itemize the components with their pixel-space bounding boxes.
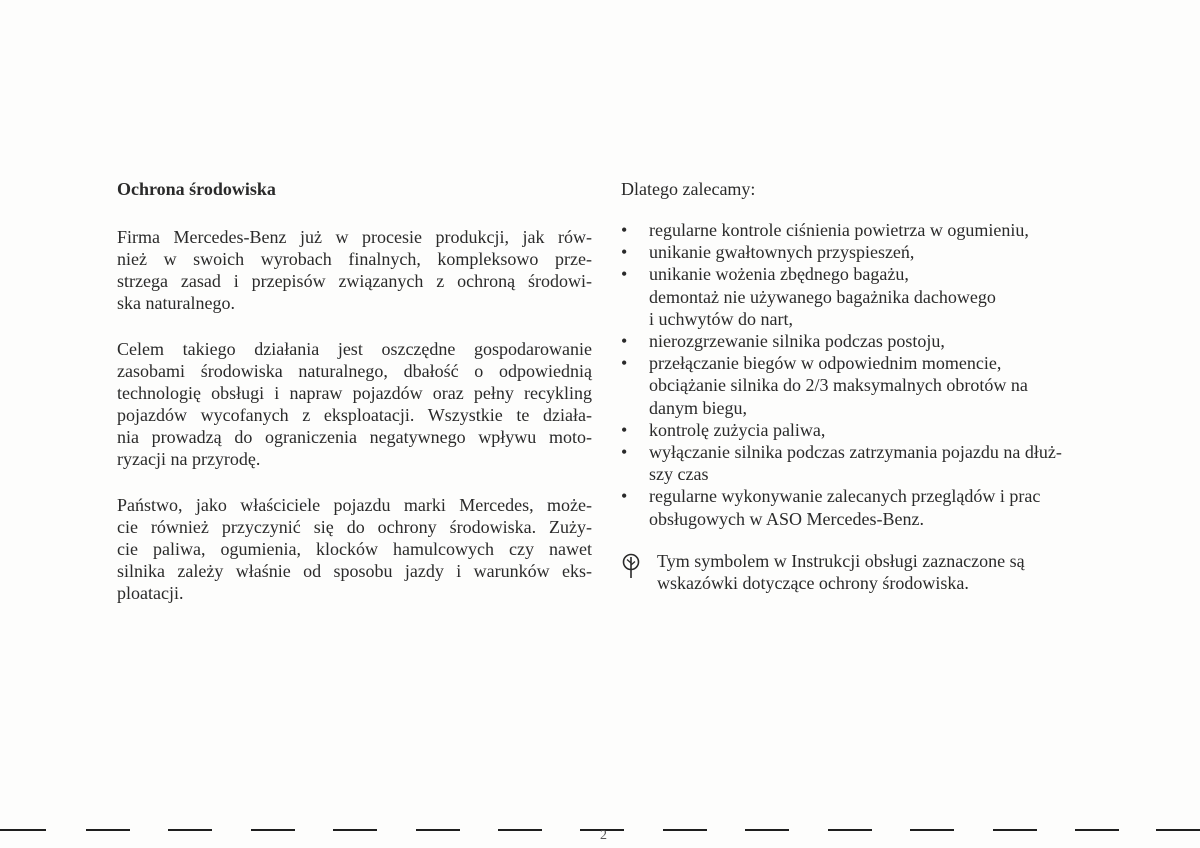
text-line: nia prowadzą do ograniczenia negatywnego wpływu moto- — [117, 427, 592, 447]
rule-segment — [1075, 829, 1119, 831]
text-line: ska naturalnego. — [117, 293, 235, 313]
rule-segment — [498, 829, 542, 831]
bullet-icon: • — [621, 220, 628, 240]
left-column — [117, 178, 592, 628]
text-line: wyłączanie silnika podczas zatrzymania pojazdu na dłuż- — [649, 442, 1062, 463]
rule-segment — [86, 829, 130, 831]
text-line: Celem takiego działania jest oszczędne gospodarowanie — [117, 339, 592, 359]
text-line: ryzacji na przyrodę. — [117, 449, 261, 469]
rule-segment — [416, 829, 460, 831]
text-line: cie również przyczynić się do ochrony środowiska. Zuży- — [117, 517, 592, 537]
bullet-icon: • — [621, 419, 628, 440]
text-line: obsługowych w ASO Mercedes-Benz. — [649, 508, 924, 529]
paragraph-owners — [117, 494, 592, 604]
text-line: nierozgrzewanie silnika podczas postoju, — [649, 331, 945, 352]
text-line: Państwo, jako właściciele pojazdu marki Mercedes, może- — [117, 495, 592, 515]
rule-segment — [910, 829, 954, 831]
text-line: regularne wykonywanie zalecanych przeglądów i prac — [649, 486, 1041, 507]
bullet-icon: • — [621, 331, 628, 352]
rule-segment — [663, 829, 707, 831]
bullet-icon: • — [621, 353, 628, 374]
environment-tree-icon — [621, 553, 641, 579]
recommendations-list — [621, 219, 1101, 530]
environment-note — [621, 550, 1101, 594]
text-line: wskazówki dotyczące ochrony środowiska. — [657, 572, 969, 593]
list-item — [621, 263, 1101, 330]
text-line: zasobami środowiska naturalnego, dbałość o odpowiednią — [117, 361, 592, 381]
bullet-icon: • — [621, 442, 628, 463]
text-line: przełączanie biegów w odpowiednim momencie, — [649, 353, 1002, 374]
text-line: i uchwytów do nart, — [649, 308, 793, 329]
rule-segment — [828, 829, 872, 831]
section-heading: Ochrona środowiska — [117, 179, 276, 199]
text-line: szy czas — [649, 464, 709, 485]
bullet-icon: • — [621, 264, 628, 285]
recommendations-intro: Dlatego zalecamy: — [621, 179, 756, 199]
text-line: danym biegu, — [649, 397, 747, 418]
rule-segment — [745, 829, 789, 831]
text-line: cie paliwa, ogumienia, klocków hamulcowych czy nawet — [117, 539, 592, 559]
text-line: ploatacji. — [117, 583, 184, 603]
right-column — [621, 178, 1101, 594]
text-line: regularne kontrole ciśnienia powietrza w ogumieniu, — [649, 220, 1029, 240]
text-line: technologię obsługi i napraw pojazdów oraz pełny recykling — [117, 383, 592, 403]
bullet-icon: • — [621, 242, 628, 263]
rule-segment — [168, 829, 212, 831]
text-line: pojazdów wycofanych z eksploatacji. Wszystkie te działa- — [117, 405, 592, 425]
text-line: unikanie wożenia zbędnego bagażu, — [649, 264, 909, 285]
rule-segment — [333, 829, 377, 831]
bullet-icon: • — [621, 486, 628, 507]
list-item — [621, 352, 1101, 419]
list-item — [621, 241, 1101, 263]
text-line: Tym symbolem w Instrukcji obsługi zaznaczone są — [657, 550, 1025, 571]
rule-segment — [1156, 829, 1200, 831]
list-item — [621, 219, 1101, 241]
text-line: kontrolę zużycia paliwa, — [649, 419, 826, 440]
text-line: demontaż nie używanego bagażnika dachowego — [649, 286, 996, 307]
list-item — [621, 419, 1101, 441]
list-item — [621, 441, 1101, 485]
text-line: strzega zasad i przepisów związanych z ochroną środowi- — [117, 271, 592, 291]
list-item — [621, 330, 1101, 352]
text-line: nież w swoich wyrobach finalnych, kompleksowo prze- — [117, 249, 592, 269]
paragraph-production — [117, 226, 592, 314]
rule-segment — [251, 829, 295, 831]
text-line: Firma Mercedes-Benz już w procesie produkcji, jak rów- — [117, 227, 592, 247]
list-item — [621, 485, 1101, 529]
text-line: unikanie gwałtownych przyspieszeń, — [649, 242, 915, 263]
rule-segment — [0, 829, 46, 831]
rule-segment — [993, 829, 1037, 831]
page-number: 2 — [600, 828, 607, 843]
text-line: silnika zależy właśnie od sposobu jazdy i warunków eks- — [117, 561, 592, 581]
text-line: obciążanie silnika do 2/3 maksymalnych obrotów na — [649, 375, 1028, 396]
paragraph-goal — [117, 338, 592, 470]
